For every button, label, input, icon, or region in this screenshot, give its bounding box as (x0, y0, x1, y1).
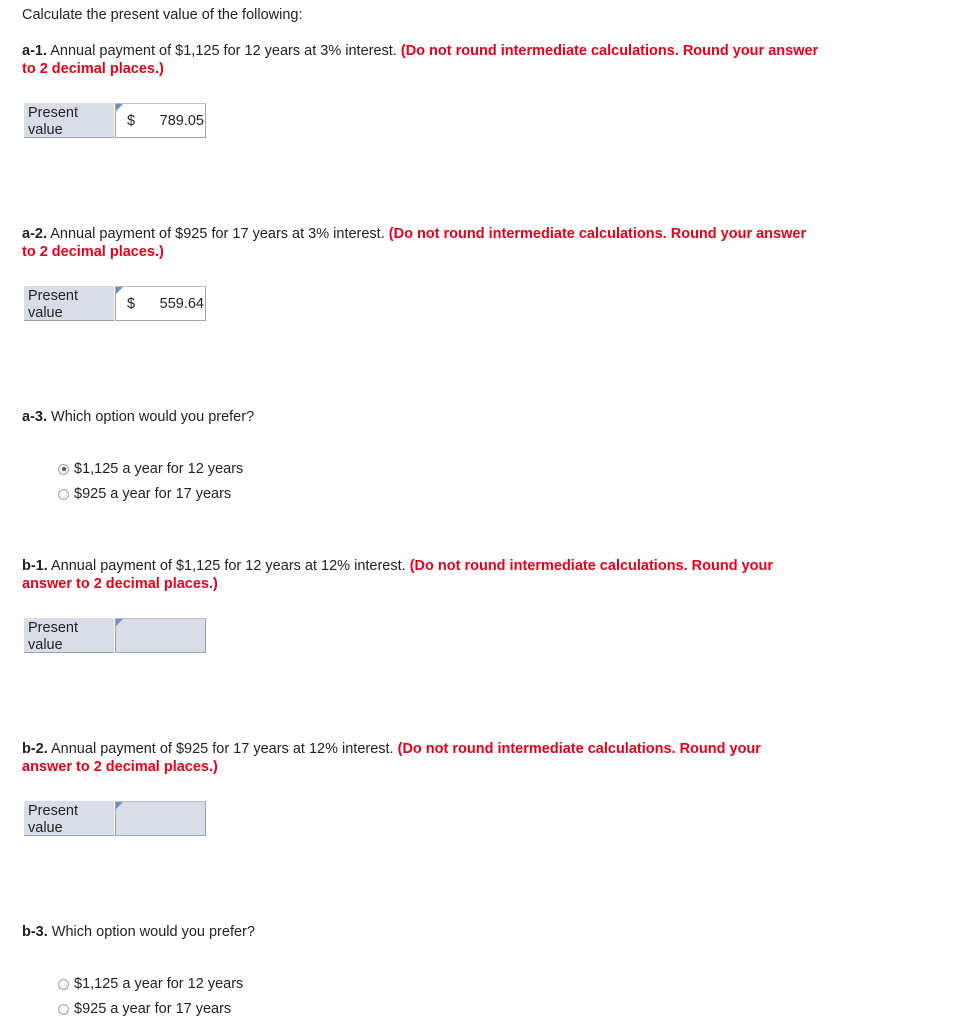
question-a3 (22, 408, 902, 426)
question-b2-label: b-2. (22, 741, 48, 757)
question-a2-label: a-2. (22, 226, 47, 242)
flag-icon (116, 287, 123, 294)
radio-label: $925 a year for 17 years (74, 1001, 232, 1017)
radio-option-b3-1[interactable] (58, 974, 243, 994)
question-a1-label: a-1. (22, 43, 47, 59)
currency-symbol: $ (127, 112, 136, 129)
question-b3-text: Which option would you prefer? (47, 924, 255, 940)
question-b2-note-1: (Do not round intermediate calculations. Round your (397, 741, 761, 757)
question-a1-note-2: to 2 decimal places.) (22, 61, 164, 77)
question-a2-note-2: to 2 decimal places.) (22, 244, 164, 260)
question-b1-text: Annual payment of $1,125 for 12 years at 12% interest. (47, 558, 410, 574)
radio-unchecked-icon[interactable] (58, 979, 69, 990)
radio-unchecked-icon[interactable] (58, 489, 69, 500)
present-value-input-b2[interactable] (115, 801, 206, 836)
radio-label: $925 a year for 17 years (74, 486, 232, 502)
radio-option-a3-2[interactable] (58, 484, 231, 504)
radio-option-a3-1[interactable] (58, 459, 243, 479)
input-value: 559.64 (159, 295, 204, 312)
flag-icon (116, 619, 123, 626)
answer-row-a2 (24, 286, 206, 322)
input-value: 789.05 (159, 112, 204, 129)
flag-icon (116, 802, 123, 809)
field-label-a2: Present value (24, 286, 114, 321)
instructions-heading: Calculate the present value of the following: (22, 7, 303, 23)
question-a2-text: Annual payment of $925 for 17 years at 3% interest. (47, 226, 389, 242)
field-label-a1: Present value (24, 103, 114, 138)
currency-symbol: $ (127, 295, 136, 312)
radio-label: $1,125 a year for 12 years (74, 461, 244, 477)
answer-row-b2 (24, 801, 206, 837)
flag-icon (116, 104, 123, 111)
question-b1 (22, 557, 902, 593)
field-label-b1: Present value (24, 618, 114, 653)
radio-checked-icon[interactable] (58, 464, 69, 475)
question-b1-label: b-1. (22, 558, 48, 574)
radio-option-b3-2[interactable] (58, 999, 231, 1019)
question-a2-note-1: (Do not round intermediate calculations. Round your answer (388, 226, 807, 242)
field-label-b2: Present value (24, 801, 114, 836)
radio-unchecked-icon[interactable] (58, 1004, 69, 1015)
question-a1 (22, 42, 902, 78)
answer-row-a1 (24, 103, 206, 139)
question-a3-label: a-3. (22, 409, 47, 425)
present-value-input-b1[interactable] (115, 618, 206, 653)
question-b1-note-2: answer to 2 decimal places.) (22, 576, 218, 592)
answer-row-b1 (24, 618, 206, 654)
question-a3-text: Which option would you prefer? (47, 409, 255, 425)
question-b2-text: Annual payment of $925 for 17 years at 12% interest. (47, 741, 398, 757)
question-b2-note-2: answer to 2 decimal places.) (22, 759, 218, 775)
question-a1-text: Annual payment of $1,125 for 12 years at 3% interest. (47, 43, 401, 59)
question-a2 (22, 225, 902, 261)
question-b1-note-1: (Do not round intermediate calculations. Round your (409, 558, 774, 574)
present-value-input-a1[interactable] (115, 103, 206, 138)
question-b3-label: b-3. (22, 924, 48, 940)
radio-label: $1,125 a year for 12 years (74, 976, 244, 992)
question-b3 (22, 923, 902, 941)
question-b2 (22, 740, 902, 776)
question-a1-note-1: (Do not round intermediate calculations. Round your answer (400, 43, 819, 59)
present-value-input-a2[interactable] (115, 286, 206, 321)
